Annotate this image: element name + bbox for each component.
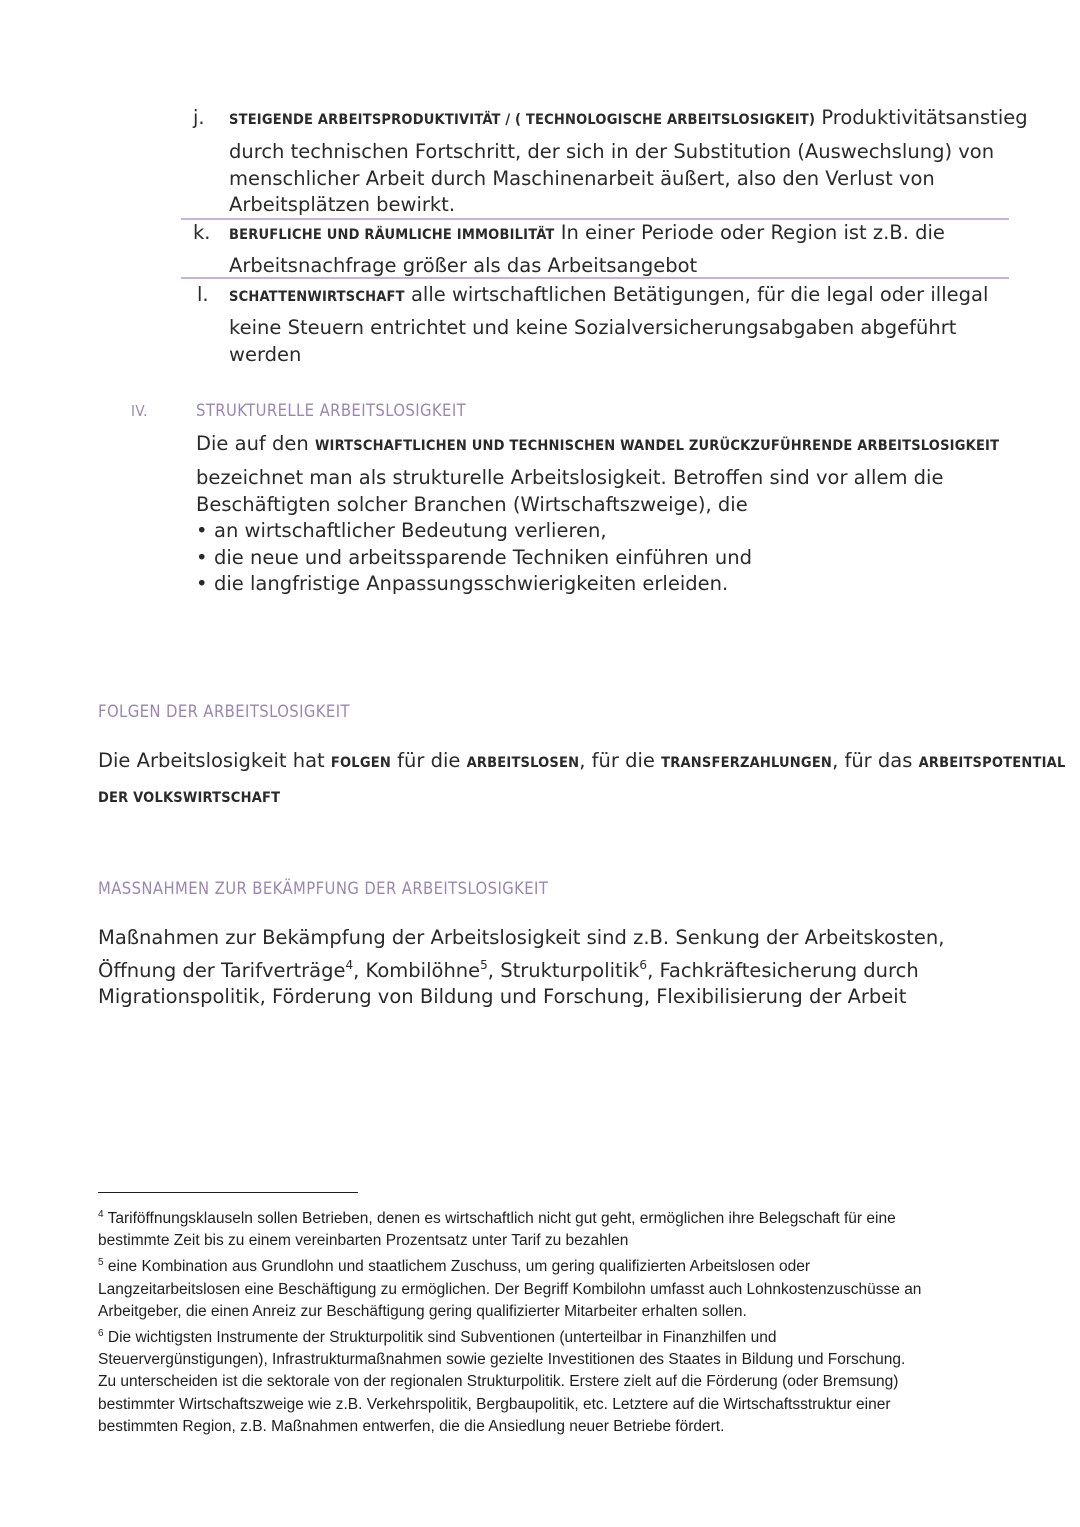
section-iv-numeral: IV. <box>131 402 148 420</box>
section-iv-text <box>196 465 943 598</box>
folgen-bold-volkswirtschaft: DER VOLKSWIRTSCHAFT <box>98 790 281 806</box>
item-k-lead: In einer Periode oder Region ist z.B. die <box>560 221 945 244</box>
folgen-paragraph: Die Arbeitslosigkeit hat FOLGEN für die ARBEITSLOSEN, für die TRANSFERZAHLUNGEN, für das ARBEITSPOTENTIAL <box>98 749 1066 772</box>
folgen-bold-transfer: TRANSFERZAHLUNGEN <box>661 755 833 771</box>
text-line: durch technischen Fortschritt, der sich in der Substitution (Auswechslung) von <box>229 140 995 163</box>
footnote-6: $^6$ Die wichtigsten Instrumente der Strukturpolitik sind Subventionen (unterteilbar in Finanzhilfen und Steuervergünstigungen), Infrastrukturmaßnahmen sowie gezielte Investitionen des Staates in Bildung und Forschung. Zu unterscheiden ist die sektorale von der regionalen Strukturpolitik. Erstere zielt auf die Förderung (oder Bremsung) bestimmter Wirtschaftszweige wie z.B. Verkehrspolitik, Bergbaupolitik, etc. Letztere auf die Wirtschaftsstruktur einer bestimmten Region, z.B. Maßnahmen entwerfen, die die Ansiedlung neuer Betriebe fördert. <box>98 1328 906 1435</box>
section-iv-intro-text: Die auf den <box>196 432 309 455</box>
footnote-ref[interactable]: 5 <box>480 957 488 972</box>
item-j-first-line <box>229 105 1028 134</box>
item-j-marker: j. <box>193 106 205 129</box>
massnahmen-paragraph <box>98 925 944 1011</box>
item-l-first-line <box>229 282 988 311</box>
text-line: menschlicher Arbeit durch Maschinenarbeit äußert, also den Verlust von <box>229 166 935 190</box>
text-line: Beschäftigten solcher Branchen (Wirtschaftszweige), die <box>196 492 748 516</box>
item-l-lead: alle wirtschaftlichen Betätigungen, für die legal oder illegal <box>410 283 989 306</box>
item-k-text <box>229 253 697 280</box>
massnahmen-heading: MASSNAHMEN ZUR BEKÄMPFUNG DER ARBEITSLOSIGKEIT <box>98 879 549 898</box>
folgen-bold-folgen: FOLGEN <box>330 755 391 771</box>
footnote-ref[interactable]: 4 <box>345 957 354 972</box>
item-j-heading: STEIGENDE ARBEITSPRODUKTIVITÄT / ( TECHNOLOGISCHE ARBEITSLOSIGKEIT) <box>229 112 816 128</box>
item-k-first-line <box>229 220 945 249</box>
item-j-lead: Produktivitätsanstieg <box>821 106 1028 129</box>
footnote-5: $^5$ eine Kombination aus Grundlohn und staatlichem Zuschuss, um gering qualifizierten Arbeitslosen oder Langzeitarbeitslosen eine Beschäftigung zu ermöglichen. Der Begriff Kombilohn umfasst auch Lohnkostenzuschüsse an Arbeitgeber, die einen Anreiz zur Beschäftigung gering qualifizierter Mitarbeiter erhalten sollen. <box>98 1257 922 1320</box>
section-iv-intro <box>196 431 999 460</box>
divider <box>181 277 1009 279</box>
folgen-heading: FOLGEN DER ARBEITSLOSIGKEIT <box>98 702 350 721</box>
item-l-text <box>229 315 956 368</box>
footnote-4: $^4$ Tariföffnungsklauseln sollen Betrieben, denen es wirtschaftlich nicht gut geht, ermöglichen ihre Belegschaft für eine bestimmte Zeit bis zu einem vereinbarten Prozentsatz unter Tarif zu bezahlen <box>98 1209 896 1250</box>
item-j-text <box>229 139 994 219</box>
text-line: bezeichnet man als strukturelle Arbeitslosigkeit. Betroffen sind vor allem die <box>196 466 944 489</box>
footnote-ref[interactable]: 6 <box>639 957 648 972</box>
bullet-item: • die neue und arbeitssparende Techniken einführen und <box>196 545 943 572</box>
item-k-heading: BERUFLICHE UND RÄUMLICHE IMMOBILITÄT <box>229 227 555 243</box>
item-k-marker: k. <box>193 221 211 244</box>
text-line: Arbeitsnachfrage größer als das Arbeitsangebot <box>229 254 698 277</box>
text-line: Migrationspolitik, Förderung von Bildung und Forschung, Flexibilisierung der Arbeit <box>98 985 907 1008</box>
text-line: Maßnahmen zur Bekämpfung der Arbeitslosigkeit sind z.B. Senkung der Arbeitskosten, <box>98 926 945 949</box>
section-iv-heading: STRUKTURELLE ARBEITSLOSIGKEIT <box>196 401 467 420</box>
text-line: Arbeitsplätzen bewirkt. <box>229 193 456 216</box>
bullet-dot: • <box>196 572 208 595</box>
text-line: keine Steuern entrichtet und keine Sozialversicherungsabgaben abgeführt <box>229 316 957 339</box>
bullet-item: • die langfristige Anpassungsschwierigkeiten erleiden. <box>196 571 943 598</box>
text-line: werden <box>229 342 302 366</box>
section-iv-intro-bold: WIRTSCHAFTLICHEN UND TECHNISCHEN WANDEL ZURÜCKZUFÜHRENDE ARBEITSLOSIGKEIT <box>314 438 1000 454</box>
footnote-separator <box>98 1192 358 1193</box>
footnotes <box>98 1204 921 1438</box>
folgen-bold-arbeitslosen: ARBEITSLOSEN <box>466 755 580 771</box>
item-l-marker: l. <box>197 283 209 306</box>
text-line: Öffnung der Tarifverträge$^4$, Kombilöhne$^5$, Strukturpolitik$^6$, Fachkräftesicherung durch <box>98 957 919 982</box>
bullet-item: • an wirtschaftlicher Bedeutung verlieren, <box>196 518 943 545</box>
item-l-heading: SCHATTENWIRTSCHAFT <box>229 289 405 305</box>
bullet-dot: • <box>196 545 208 569</box>
bullet-dot: • <box>196 519 208 542</box>
folgen-bold-potential: ARBEITSPOTENTIAL <box>918 755 1066 771</box>
